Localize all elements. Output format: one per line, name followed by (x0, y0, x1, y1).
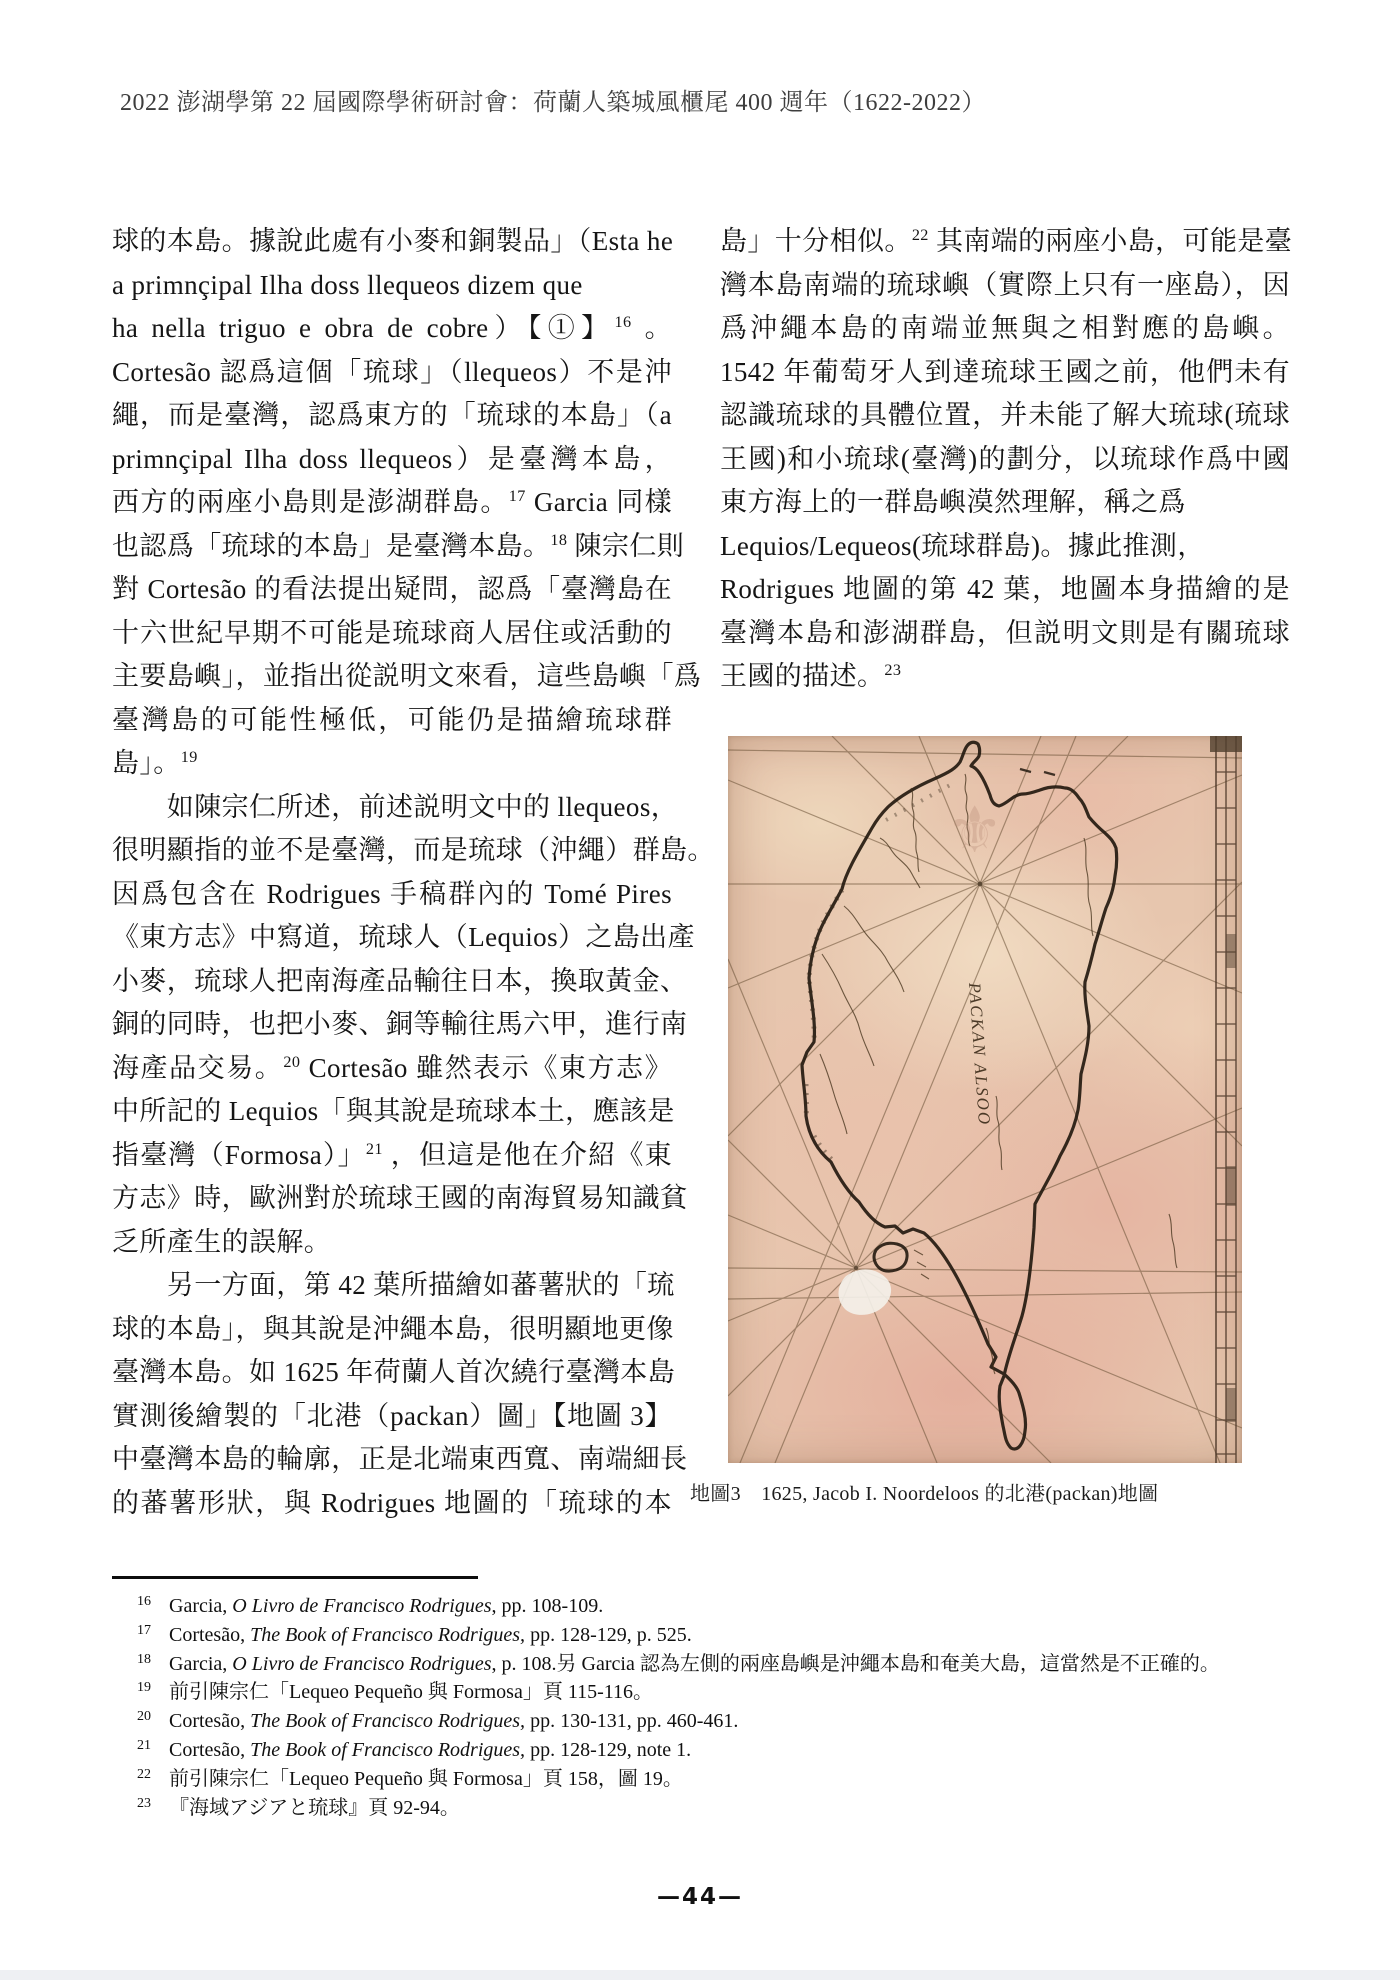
rhumb-node (978, 882, 983, 887)
text-line: 主要島嶼」，並指出從説明文來看，這些島嶼「爲 (112, 661, 702, 691)
text-line: 島」。$^{19}$ (112, 748, 198, 778)
text-line: 臺灣島的可能性極低，可能仍是描繪琉球群 (112, 704, 672, 735)
text-line: 小麥，琉球人把南海產品輸往日本，換取黃金、 (112, 965, 688, 996)
footnote-separator (112, 1576, 478, 1579)
islet-outline (874, 1243, 907, 1271)
text-line: 西方的兩座小島則是澎湖群島。$^{17}$ Garcia 同樣 (112, 487, 672, 517)
footnote (137, 1707, 1302, 1736)
text-line: 臺灣本島。如 1625 年荷蘭人首次繞行臺灣本島 (112, 1357, 676, 1387)
footnote-text: Cortesão, The Book of Francisco Rodrigues, pp. 128-129, p. 525. (169, 1623, 692, 1646)
latitude-scale-bar (1210, 736, 1242, 1463)
figure-caption: 地圖3 1625, Jacob I. Noordeloos 的北港(packan)地圖 (690, 1483, 1159, 1505)
text-line: 指臺灣（Formosa）」$^{21}$ ，但這是他在介紹《東 (112, 1139, 673, 1170)
footnote (137, 1765, 1302, 1794)
text-line: 海產品交易。$^{20}$ Cortesão 雖然表示《東方志》 (112, 1052, 672, 1083)
text-line: ha nella triguo e obra de cobre）【①】$^{16}$ 。 (112, 313, 672, 343)
footnote-text: Garcia, O Livro de Francisco Rodrigues, p. 108.另 Garcia 認為左側的兩座島嶼是沖繩本島和奄美大島，這當然是不正確的。 (169, 1652, 1220, 1675)
text-line: 王國的描述。$^{23}$ (720, 661, 902, 691)
footnote-number: 18 (137, 1651, 151, 1667)
text-line: 認識琉球的具體位置，并未能了解大琉球(琉球 (720, 400, 1290, 430)
text-line: 乏所產生的誤解。 (112, 1226, 332, 1257)
map-white-patch (839, 1269, 892, 1315)
footnote-text: Garcia, O Livro de Francisco Rodrigues, pp. 108-109. (169, 1595, 604, 1617)
footnote-number: 21 (137, 1737, 151, 1753)
footnote (137, 1621, 1302, 1650)
text-line: 灣本島南端的琉球嶼（實際上只有一座島），因 (720, 269, 1290, 300)
text-line: 東方海上的一群島嶼漠然理解，稱之爲 (720, 487, 1186, 517)
footnote-number: 19 (137, 1680, 151, 1696)
text-line: 對 Cortesão 的看法提出疑問，認爲「臺灣島在 (112, 574, 672, 604)
text-line: 實測後繪製的「北港（packan）圖」【地圖 3】 (112, 1400, 672, 1431)
footnote (137, 1794, 1302, 1823)
fleur-de-lis-watermark: ⚜ (946, 794, 1004, 868)
right-text-column (720, 220, 1293, 699)
text-line: 繩，而是臺灣，認爲東方的「琉球的本島」（a (112, 400, 672, 430)
text-line: 很明顯指的並不是臺灣，而是琉球（沖繩）群島。 (112, 835, 715, 865)
footnote-text: 『海域アジアと琉球』頁 92-94。 (169, 1796, 460, 1819)
footnotes-section (137, 1592, 1302, 1822)
page-header: 2022 澎湖學第 22 屆國際學術研討會：荷蘭人築城風櫃尾 400 週年（1622-2022） (120, 90, 986, 116)
footnote (137, 1736, 1302, 1765)
map-place-label: PACKAN ALSOO (965, 982, 995, 1127)
bottom-edge-strip (0, 1970, 1400, 1980)
footnote (137, 1678, 1302, 1707)
footnote-number: 23 (137, 1795, 151, 1811)
text-line: 球的本島」，與其說是沖繩本島，很明顯地更像 (112, 1313, 674, 1344)
text-line: 球的本島。據說此處有小麥和銅製品」（Esta he (112, 226, 674, 256)
text-line: 1542 年葡萄牙人到達琉球王國之前，他們未有 (720, 356, 1290, 387)
text-line: a primnçipal Ilha doss llequeos dizem que (112, 269, 583, 300)
historical-map-figure (728, 736, 1242, 1463)
rhumb-node (854, 1266, 858, 1270)
text-line: 臺灣本島和澎湖群島，但説明文則是有關琉球 (720, 617, 1290, 648)
page-number: —44— (656, 1884, 743, 1910)
footnote (137, 1650, 1302, 1679)
footnote-text: Cortesão, The Book of Francisco Rodrigues, pp. 130-131, pp. 460-461. (169, 1710, 739, 1733)
text-line: 王國)和小琉球(臺灣)的劃分，以琉球作爲中國 (720, 443, 1290, 474)
text-line: 的蕃薯形狀，與 Rodrigues 地圖的「琉球的本 (112, 1487, 672, 1518)
text-line: 《東方志》中寫道，琉球人（Lequios）之島出產 (112, 922, 695, 952)
text-line: 方志》時，歐洲對於琉球王國的南海貿易知識貧 (112, 1183, 688, 1213)
left-text-column (112, 220, 715, 1525)
text-line: 銅的同時，也把小麥、銅等輸往馬六甲，進行南 (112, 1009, 688, 1039)
footnote-text: 前引陳宗仁「Lequeo Pequeño 與 Formosa」頁 115-116。 (169, 1681, 654, 1704)
footnote-number: 16 (137, 1594, 151, 1609)
text-line: 另一方面，第 42 葉所描繪如蕃薯狀的「琉 (112, 1270, 675, 1300)
footnote-number: 22 (137, 1766, 151, 1782)
text-line: 島」十分相似。$^{22}$ 其南端的兩座小島，可能是臺 (720, 226, 1293, 256)
footnote-number: 20 (137, 1709, 151, 1725)
text-line: Lequios/Lequeos(琉球群島)。據此推測， (720, 530, 1205, 561)
text-line: 爲沖繩本島的南端並無與之相對應的島嶼。 (720, 313, 1290, 343)
text-line: 因爲包含在 Rodrigues 手稿群內的 Tomé Pires (112, 878, 672, 909)
text-line: 也認爲「琉球的本島」是臺灣本島。$^{18}$ 陳宗仁則 (112, 530, 685, 561)
text-line: primnçipal Ilha doss llequeos）是臺灣本島， (112, 443, 672, 474)
footnote-text: 前引陳宗仁「Lequeo Pequeño 與 Formosa」頁 158，圖 19。 (169, 1767, 683, 1790)
text-line: Cortesão 認爲這個「琉球」（llequeos）不是沖 (112, 356, 672, 387)
text-line: Rodrigues 地圖的第 42 葉，地圖本身描繪的是 (720, 574, 1290, 604)
footnote-number: 17 (137, 1622, 151, 1638)
text-line: 中所記的 Lequios「與其說是琉球本土，應該是 (112, 1096, 675, 1126)
text-line: 中臺灣本島的輪廓，正是北端東西寬、南端細長 (112, 1444, 688, 1474)
footnote (137, 1592, 1302, 1621)
text-line: 十六世紀早期不可能是琉球商人居住或活動的 (112, 617, 672, 648)
text-line: 如陳宗仁所述，前述説明文中的 llequeos， (112, 791, 679, 822)
footnote-text: Cortesão, The Book of Francisco Rodrigues, pp. 128-129, note 1. (169, 1738, 692, 1761)
